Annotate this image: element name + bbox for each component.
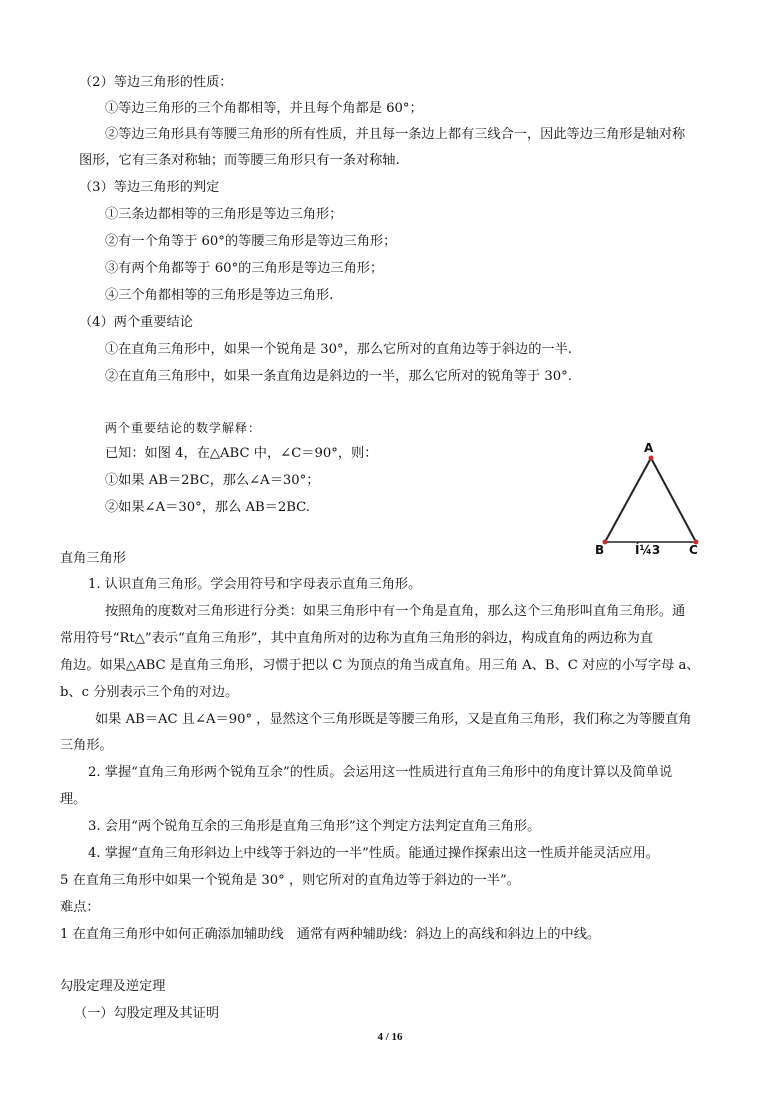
explanation-heading: 两个重要结论的数学解释：	[105, 421, 262, 435]
text-line: ②如果∠A＝30°，那么 AB＝2BC.	[105, 500, 310, 515]
text-line: b、c 分别表示三个角的对边。	[60, 685, 239, 700]
text-line: ②等边三角形具有等腰三角形的所有性质，并且每一条边上都有三线合一，因此等边三角形是轴对称	[105, 127, 686, 142]
text-line: ④三个角都相等的三角形是等边三角形.	[105, 288, 334, 303]
text-line: ②有一个角等于 60°的等腰三角形是等边三角形；	[105, 234, 397, 249]
section-heading-4: （4）两个重要结论	[79, 315, 193, 330]
triangle-figure	[588, 438, 718, 560]
text-line: 1. 认识直角三角形。学会用符号和字母表示直角三角形。	[88, 577, 422, 592]
vertex-a-dot	[649, 456, 654, 461]
text-line: 2. 掌握“直角三角形两个锐角互余”的性质。会运用这一性质进行直角三角形中的角度计算以及简单说	[88, 765, 673, 780]
text-line: 三角形。	[60, 738, 113, 753]
text-line: 常用符号“Rt△”表示“直角三角形”，其中直角所对的边称为直角三角形的斜边，构成直角的两边称为直	[60, 631, 654, 646]
figure-caption: Í¼3	[635, 543, 661, 557]
text-line: 5 在直角三角形中如果一个锐角是 30° ，则它所对的直角边等于斜边的一半”。	[60, 873, 520, 888]
vertex-b-label: B	[595, 543, 605, 557]
text-line: 理。	[60, 792, 87, 807]
text-line: 图形，它有三条对称轴；而等腰三角形只有一条对称轴.	[79, 153, 400, 168]
section-heading-3: （3）等边三角形的判定	[79, 180, 220, 195]
text-line: ①三条边都相等的三角形是等边三角形；	[105, 207, 343, 222]
text-line: 4. 掌握“直角三角形斜边上中线等于斜边的一半”性质。能通过操作探索出这一性质并能灵活应用。	[88, 846, 659, 861]
page-number: 4 / 16	[377, 1031, 403, 1043]
text-line: ③有两个角都等于 60°的三角形是等边三角形；	[105, 261, 384, 276]
section-title-pythagorean: 勾股定理及逆定理	[60, 979, 166, 994]
text-line: 已知：如图 4，在△ABC 中，∠C＝90°，则：	[105, 446, 378, 461]
subsection-title: （一）勾股定理及其证明	[74, 1006, 220, 1021]
text-line: ②在直角三角形中，如果一条直角边是斜边的一半，那么它所对的锐角等于 30°.	[105, 369, 572, 384]
section-title-right-triangle: 直角三角形	[60, 551, 126, 566]
vertex-a-label: A	[644, 441, 654, 455]
side-ab	[605, 458, 651, 542]
text-line: ①如果 AB＝2BC，那么∠A＝30°；	[105, 473, 320, 488]
text-line: ①在直角三角形中，如果一个锐角是 30°，那么它所对的直角边等于斜边的一半.	[105, 342, 572, 357]
section-heading-2: （2）等边三角形的性质：	[79, 75, 233, 90]
side-ac	[651, 458, 696, 542]
text-line: 角边。如果△ABC 是直角三角形，习惯于把以 C 为顶点的角当成直角。用三角 A、B、C 对应的小写字母 a、	[60, 658, 700, 673]
text-line: 如果 AB＝AC 且∠A＝90° ，显然这个三角形既是等腰三角形，又是直角三角形，我们称之为等腰直角	[95, 712, 692, 727]
text-line: ①等边三角形的三个角都相等，并且每个角都是 60°；	[105, 101, 423, 116]
text-line: 3. 会用“两个锐角互余的三角形是直角三角形”这个判定方法判定直角三角形。	[88, 819, 541, 834]
vertex-c-label: C	[689, 543, 698, 557]
difficulty-label: 难点：	[60, 900, 100, 915]
text-line: 1 在直角三角形中如何正确添加辅助线 通常有两种辅助线：斜边上的高线和斜边上的中线。	[60, 927, 601, 942]
text-line: 按照角的度数对三角形进行分类：如果三角形中有一个角是直角，那么这个三角形叫直角三角形。通	[105, 604, 686, 619]
